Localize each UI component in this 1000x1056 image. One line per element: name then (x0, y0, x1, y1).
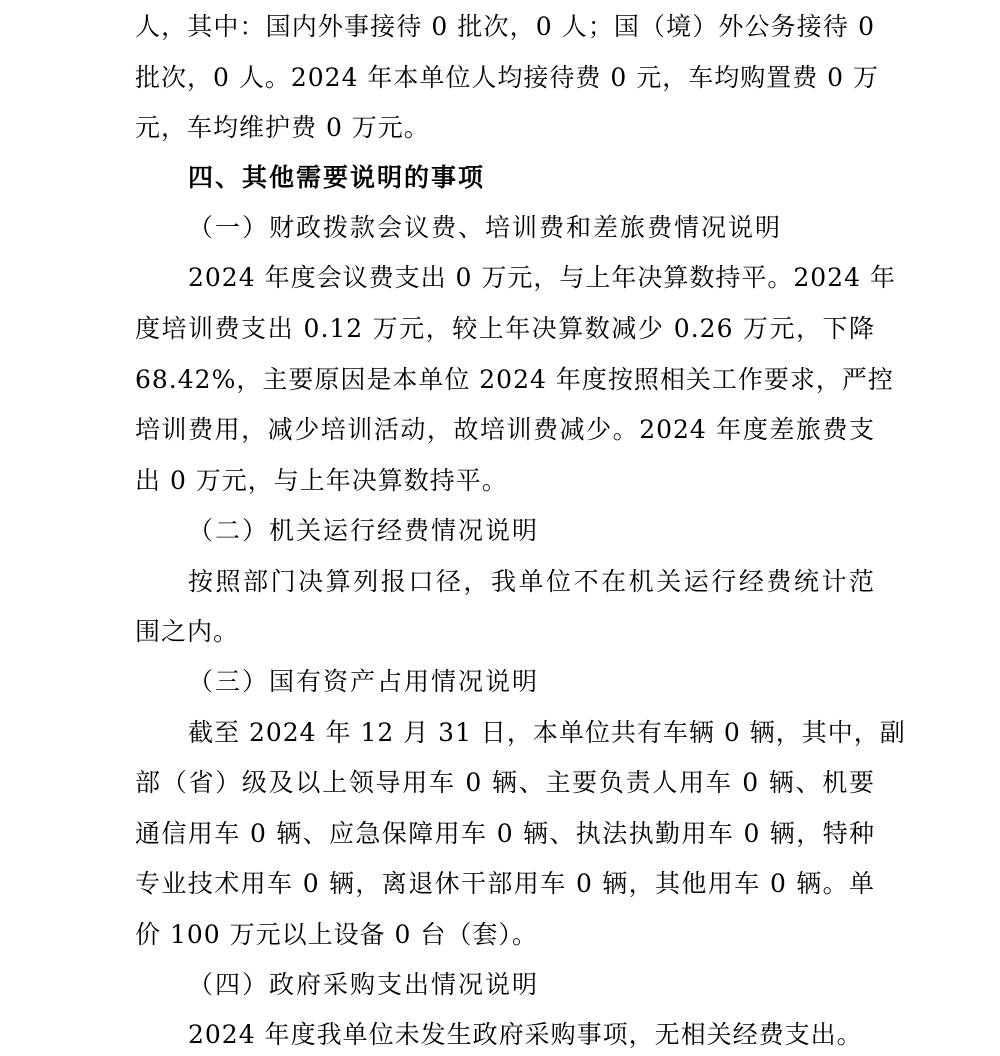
paragraph-line: 价 100 万元以上设备 0 台（套）。 (135, 920, 538, 949)
paragraph-line: 68.42%，主要原因是本单位 2024 年度按照相关工作要求，严控 (135, 365, 894, 394)
paragraph-line: 通信用车 0 辆、应急保障用车 0 辆、执法执勤用车 0 辆，特种 (135, 819, 875, 848)
paragraph-line: 度培训费支出 0.12 万元，较上年决算数减少 0.26 万元，下降 (135, 314, 875, 343)
paragraph-line: 培训费用，减少培训活动，故培训费减少。2024 年度差旅费支 (135, 415, 875, 444)
paragraph-line: 人，其中：国内外事接待 0 批次，0 人；国（境）外公务接待 0 (135, 12, 875, 41)
section-heading-4: 四、其他需要说明的事项 (188, 163, 486, 192)
paragraph-line: 批次，0 人。2024 年本单位人均接待费 0 元，车均购置费 0 万 (135, 63, 880, 92)
paragraph-line: 部（省）级及以上领导用车 0 辆、主要负责人用车 0 辆、机要 (135, 768, 875, 797)
paragraph-line: 截至 2024 年 12 月 31 日，本单位共有车辆 0 辆，其中，副 (188, 718, 906, 747)
subsection-heading-3: （三）国有资产占用情况说明 (188, 667, 540, 696)
paragraph-line: 出 0 万元，与上年决算数持平。 (135, 466, 508, 495)
paragraph-line: 围之内。 (135, 617, 240, 646)
subsection-heading-2: （二）机关运行经费情况说明 (188, 516, 540, 545)
paragraph-line: 专业技术用车 0 辆，离退休干部用车 0 辆，其他用车 0 辆。单 (135, 869, 875, 898)
paragraph-line: 2024 年度我单位未发生政府采购事项，无相关经费支出。 (188, 1020, 863, 1049)
subsection-heading-1: （一）财政拨款会议费、培训费和差旅费情况说明 (188, 213, 783, 242)
subsection-heading-4: （四）政府采购支出情况说明 (188, 970, 540, 999)
paragraph-line: 2024 年度会议费支出 0 万元，与上年决算数持平。2024 年 (188, 263, 896, 292)
paragraph-line: 按照部门决算列报口径，我单位不在机关运行经费统计范 (188, 567, 875, 596)
paragraph-line: 元，车均维护费 0 万元。 (135, 113, 430, 142)
